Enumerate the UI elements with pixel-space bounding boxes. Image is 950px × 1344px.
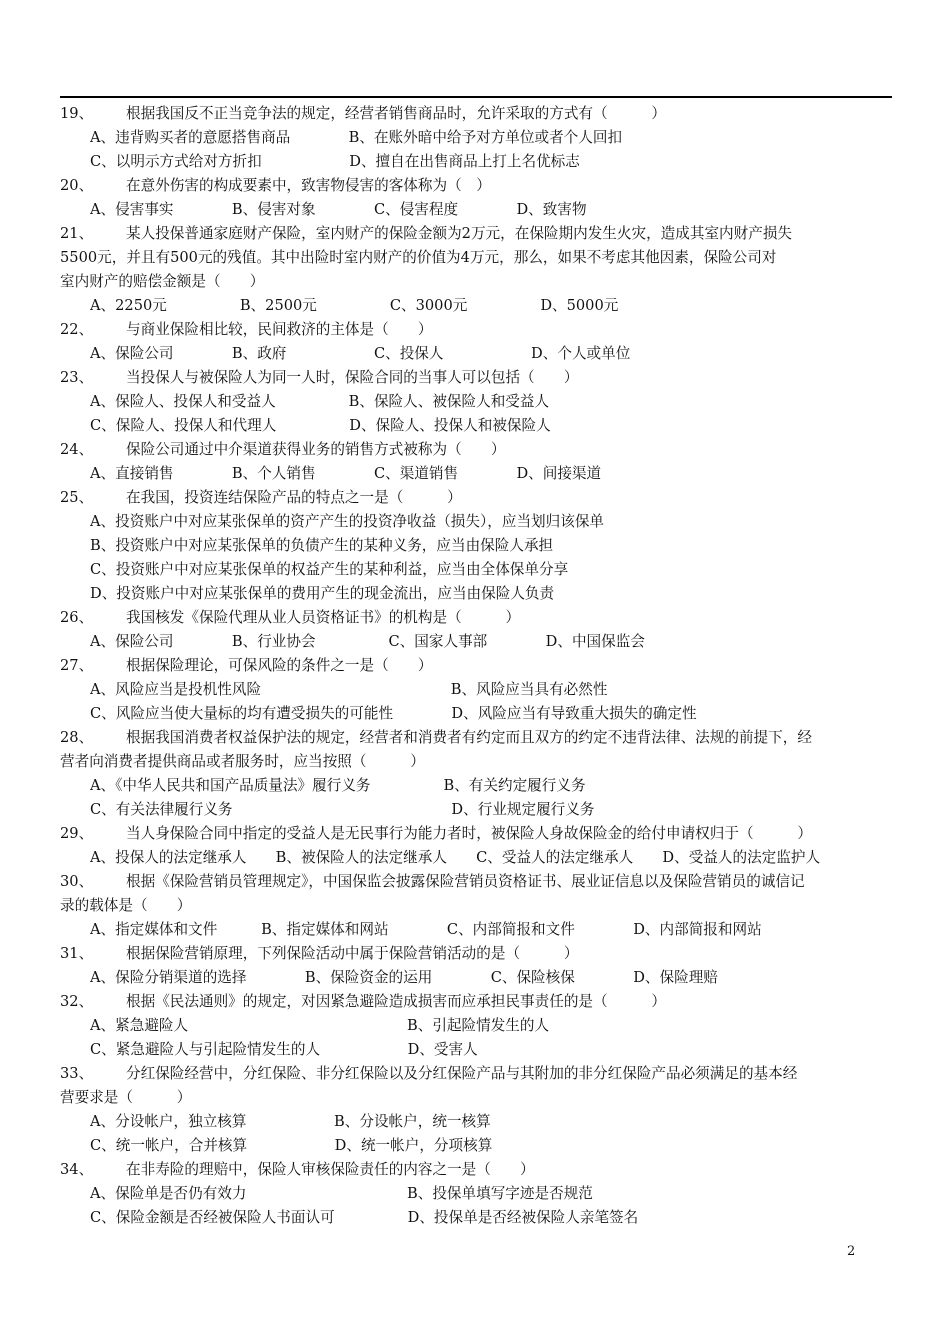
question-number: 24、 (60, 441, 94, 458)
question-item (60, 438, 894, 486)
question-stem (60, 1062, 894, 1086)
question-stem (60, 822, 894, 846)
question-text: 与商业保险相比较，民间救济的主体是（ ） (126, 321, 433, 338)
answer-options: A、保险单是否仍有效力 B、投保单填写字迹是否规范 (90, 1185, 593, 1202)
question-text-continued: 5500元，并且有500元的残值。其中出险时室内财产的价值为4万元，那么，如果不考虑其他因素，保险公司对 (60, 249, 777, 266)
question-number: 22、 (60, 321, 94, 338)
question-item (60, 726, 894, 822)
question-stem (60, 174, 894, 198)
answer-options: C、紧急避险人与引起险情发生的人 D、受害人 (90, 1041, 478, 1058)
answer-options: A、直接销售 B、个人销售 C、渠道销售 D、间接渠道 (90, 465, 602, 482)
question-text: 当人身保险合同中指定的受益人是无民事行为能力者时，被保险人身故保险金的给付申请权归于（ ） (126, 825, 812, 842)
question-text: 在意外伤害的构成要素中，致害物侵害的客体称为（ ） (126, 177, 491, 194)
answer-options: A、指定媒体和文件 B、指定媒体和网站 C、内部简报和文件 D、内部简报和网站 (90, 921, 762, 938)
question-text-continued: 营者向消费者提供商品或者服务时，应当按照（ ） (60, 753, 425, 770)
question-item (60, 1158, 894, 1230)
answer-options: A、侵害事实 B、侵害对象 C、侵害程度 D、致害物 (90, 201, 587, 218)
question-text-continued: 录的载体是（ ） (60, 897, 192, 914)
question-item (60, 1062, 894, 1158)
answer-options: C、风险应当使大量标的均有遭受损失的可能性 D、风险应当有导致重大损失的确定性 (90, 705, 697, 722)
question-number: 30、 (60, 873, 94, 890)
question-text: 根据保险理论，可保风险的条件之一是（ ） (126, 657, 433, 674)
question-stem (60, 438, 894, 462)
question-text-continued: 营要求是（ ） (60, 1089, 192, 1106)
question-text: 某人投保普通家庭财产保险，室内财产的保险金额为2万元，在保险期内发生火灾，造成其室内财产损失 (126, 225, 793, 242)
question-stem (60, 366, 894, 390)
question-number: 34、 (60, 1161, 94, 1178)
answer-options: A、紧急避险人 B、引起险情发生的人 (90, 1017, 550, 1034)
question-text: 保险公司通过中介渠道获得业务的销售方式被称为（ ） (126, 441, 506, 458)
question-text: 在我国，投资连结保险产品的特点之一是（ ） (126, 489, 462, 506)
question-item (60, 870, 894, 942)
question-item (60, 990, 894, 1062)
question-text: 在非寿险的理赔中，保险人审核保险责任的内容之一是（ ） (126, 1161, 535, 1178)
answer-options: A、分设帐户，独立核算 B、分设帐户，统一核算 (90, 1113, 491, 1130)
answer-options: C、有关法律履行义务 D、行业规定履行义务 (90, 801, 595, 818)
answer-options: A、保险公司 B、行业协会 C、国家人事部 D、中国保监会 (90, 633, 645, 650)
answer-options: A、《中华人民共和国产品质量法》履行义务 B、有关约定履行义务 (90, 777, 586, 794)
question-stem (60, 942, 894, 966)
question-item (60, 486, 894, 606)
answer-options: A、保险公司 B、政府 C、投保人 D、个人或单位 (90, 345, 631, 362)
question-text: 根据《保险营销员管理规定》，中国保监会披露保险营销员资格证书、展业证信息以及保险营销员的诚信记 (126, 873, 805, 890)
answer-options: C、保险人、投保人和代理人 D、保险人、投保人和被保险人 (90, 417, 551, 434)
question-text: 根据保险营销原理，下列保险活动中属于保险营销活动的是（ ） (126, 945, 579, 962)
question-item (60, 822, 894, 870)
question-stem (60, 606, 894, 630)
question-number: 31、 (60, 945, 94, 962)
question-text: 根据我国反不正当竞争法的规定，经营者销售商品时，允许采取的方式有（ ） (126, 105, 666, 122)
question-stem (60, 222, 894, 246)
page-number: 2 (847, 1244, 856, 1259)
question-item (60, 606, 894, 654)
question-number: 33、 (60, 1065, 94, 1082)
question-item (60, 222, 894, 318)
answer-options: C、保险金额是否经被保险人书面认可 D、投保单是否经被保险人亲笔签名 (90, 1209, 639, 1226)
question-number: 29、 (60, 825, 94, 842)
question-stem (60, 1158, 894, 1182)
question-number: 27、 (60, 657, 94, 674)
question-number: 20、 (60, 177, 94, 194)
question-stem (60, 318, 894, 342)
question-text-continued: 室内财产的赔偿金额是（ ） (60, 273, 265, 290)
question-item (60, 366, 894, 438)
question-number: 21、 (60, 225, 94, 242)
answer-options: A、2250元 B、2500元 C、3000元 D、5000元 (90, 297, 619, 314)
header-rule (60, 96, 892, 98)
question-text: 我国核发《保险代理从业人员资格证书》的机构是（ ） (126, 609, 521, 626)
question-stem (60, 654, 894, 678)
question-stem (60, 726, 894, 750)
answer-options: D、投资账户中对应某张保单的费用产生的现金流出，应当由保险人负责 (90, 585, 555, 602)
question-number: 19、 (60, 105, 94, 122)
question-item (60, 174, 894, 222)
answer-options: A、保险人、投保人和受益人 B、保险人、被保险人和受益人 (90, 393, 550, 410)
question-list (60, 102, 894, 1230)
question-stem (60, 870, 894, 894)
answer-options: B、投资账户中对应某张保单的负债产生的某种义务，应当由保险人承担 (90, 537, 554, 554)
question-item (60, 942, 894, 990)
question-item (60, 102, 894, 174)
question-number: 28、 (60, 729, 94, 746)
answer-options: C、投资账户中对应某张保单的权益产生的某种利益，应当由全体保单分享 (90, 561, 569, 578)
question-number: 26、 (60, 609, 94, 626)
question-stem (60, 486, 894, 510)
answer-options: A、投资账户中对应某张保单的资产产生的投资净收益（损失），应当划归该保单 (90, 513, 605, 530)
question-number: 32、 (60, 993, 94, 1010)
question-text: 根据《民法通则》的规定，对因紧急避险造成损害而应承担民事责任的是（ ） (126, 993, 666, 1010)
answer-options: A、投保人的法定继承人 B、被保险人的法定继承人 C、受益人的法定继承人 D、受益人的法定监护人 (90, 849, 821, 866)
question-text: 根据我国消费者权益保护法的规定，经营者和消费者有约定而且双方的约定不违背法律、法规的前提下，经 (126, 729, 812, 746)
question-stem (60, 102, 894, 126)
answer-options: A、风险应当是投机性风险 B、风险应当具有必然性 (90, 681, 608, 698)
answer-options: C、统一帐户，合并核算 D、统一帐户，分项核算 (90, 1137, 493, 1154)
question-number: 25、 (60, 489, 94, 506)
question-item (60, 654, 894, 726)
answer-options: C、以明示方式给对方折扣 D、擅自在出售商品上打上名优标志 (90, 153, 580, 170)
question-number: 23、 (60, 369, 94, 386)
question-item (60, 318, 894, 366)
answer-options: A、违背购买者的意愿搭售商品 B、在账外暗中给予对方单位或者个人回扣 (90, 129, 623, 146)
answer-options: A、保险分销渠道的选择 B、保险资金的运用 C、保险核保 D、保险理赔 (90, 969, 718, 986)
question-stem (60, 990, 894, 1014)
question-text: 当投保人与被保险人为同一人时，保险合同的当事人可以包括（ ） (126, 369, 579, 386)
question-text: 分红保险经营中，分红保险、非分红保险以及分红保险产品与其附加的非分红保险产品必须满足的基本经 (126, 1065, 798, 1082)
